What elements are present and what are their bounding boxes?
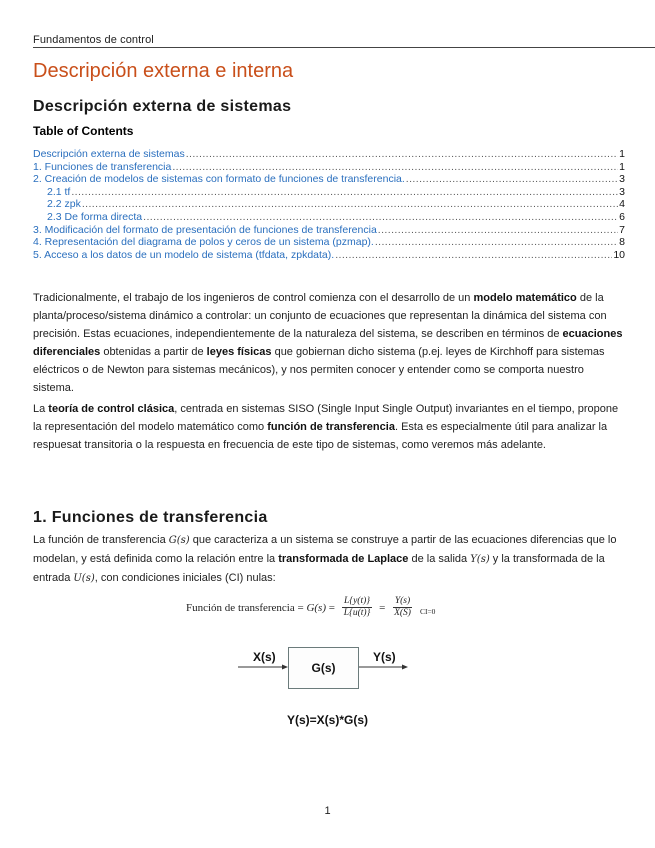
- laplace-fraction: $\frac{L\{y(t)\}}{L\{u(t)\}}$: [343, 596, 371, 618]
- toc-leader-dots: [143, 211, 618, 223]
- toc-entry[interactable]: [33, 173, 625, 185]
- toc-entry-page[interactable]: 1: [619, 160, 625, 173]
- toc-leader-dots: [172, 161, 618, 173]
- toc-leader-dots: [82, 198, 618, 210]
- initial-conditions-note: CI=0: [419, 607, 436, 616]
- toc-leader-dots: [71, 186, 618, 198]
- toc-entry[interactable]: [33, 224, 625, 236]
- toc-entry-page[interactable]: 8: [619, 236, 625, 249]
- section-heading-external: Descripción externa de sistemas: [33, 98, 292, 115]
- toc-entry-page[interactable]: 10: [613, 248, 625, 261]
- table-of-contents: [33, 148, 625, 261]
- bold-term: leyes físicas: [206, 346, 272, 358]
- toc-entry[interactable]: [33, 186, 625, 198]
- ratio-fraction: $\frac{Y(s)}{X(S)}$: [394, 596, 411, 618]
- toc-entry-label[interactable]: 3. Modificación del formato de presentación de funciones de transferencia: [33, 223, 377, 236]
- toc-entry-page[interactable]: 4: [619, 198, 625, 211]
- math-y-of-s: Y(s): [470, 554, 490, 565]
- toc-entry-label[interactable]: Descripción externa de sistemas: [33, 148, 185, 160]
- toc-entry-page[interactable]: 1: [619, 148, 625, 160]
- toc-entry-label[interactable]: 2.2 zpk: [47, 198, 81, 211]
- intro-paragraph-1: Tradicionalmente, el trabajo de los ingenieros de control comienza con el desarrollo de un modelo matemático de la planta/proceso/sistema dinámico a controlar: un conjunto de ecuaciones que representan la dinámica del sistema con precisión. Estas ecuaciones, independientemente de la naturaleza del sistema, se describen en términos de ecuaciones diferenciales obtenidas a partir de leyes físicas que gobiernan dicho sistema (p.ej. leyes de Kirchhoff para sistemas eléctricos o de Newton para sistemas mecánicos), y nos permiten conocer y entender como se comporta nuestro sistema.: [33, 292, 623, 394]
- transfer-function-block: [288, 647, 359, 689]
- toc-entry-page[interactable]: 3: [619, 173, 625, 186]
- bold-term: función de transferencia: [267, 421, 395, 433]
- bold-term: transformada de Laplace: [278, 553, 409, 565]
- block-label: G(s): [311, 661, 336, 675]
- transfer-function-formula: Función de transferencia = G(s) = $\frac{L\{y(t)\}}{L\{u(t)\}}$ = $\frac{Y(s)}{X(S)}$ CI=0: [186, 596, 436, 618]
- toc-entry-page[interactable]: 7: [619, 223, 625, 236]
- toc-entry-label[interactable]: 1. Funciones de transferencia: [33, 160, 172, 173]
- section-heading-transfer-functions: 1. Funciones de transferencia: [33, 509, 268, 526]
- transfer-function-paragraph: La función de transferencia G(s) que caracteriza a un sistema se construye a partir de las ecuaciones diferencias que lo modelan, y está definida como la relación entre la transformada de Laplace de la salida Y(s) y la transformada de la entrada U(s), con condiciones iniciales (CI) nulas:: [33, 534, 617, 584]
- math-g-of-s: G(s): [168, 535, 190, 546]
- toc-leader-dots: [378, 224, 618, 236]
- block-equation: Y(s)=X(s)*G(s): [286, 713, 369, 727]
- toc-entry[interactable]: [33, 249, 625, 261]
- output-label: Y(s): [373, 650, 396, 664]
- toc-entry-label[interactable]: 2. Creación de modelos de sistemas con formato de funciones de transferencia.: [33, 173, 405, 186]
- toc-entry[interactable]: [33, 211, 625, 223]
- toc-leader-dots: [335, 249, 612, 261]
- toc-entry-label[interactable]: 4. Representación del diagrama de polos y ceros de un sistema (pzmap).: [33, 236, 374, 249]
- bold-term: ecuaciones diferenciales: [33, 328, 623, 358]
- running-header: Fundamentos de control: [33, 34, 655, 48]
- output-arrow-head: [402, 665, 408, 670]
- bold-term: teoría de control clásica: [48, 403, 175, 415]
- toc-entry-page[interactable]: 6: [619, 210, 625, 223]
- toc-entry[interactable]: [33, 236, 625, 248]
- formula-lhs: Función de transferencia: [186, 601, 295, 614]
- toc-entry[interactable]: [33, 198, 625, 210]
- intro-paragraph-2: La teoría de control clásica, centrada en sistemas SISO (Single Input Single Output) invariantes en el tiempo, propone la representación del modelo matemático como función de transferencia. Esta es especialmente útil para analizar la respuesat transitoria o la respuesta en frecuencia de este tipo de sistemas, como veremos más adelante.: [33, 403, 619, 451]
- formula-g: G(s): [306, 601, 327, 614]
- bold-term: modelo matemático: [473, 292, 577, 304]
- toc-entry-label[interactable]: 2.3 De forma directa: [47, 210, 143, 223]
- document-title: Descripción externa e interna: [33, 60, 294, 82]
- input-label: X(s): [253, 650, 276, 664]
- toc-entry-page[interactable]: 3: [619, 185, 625, 198]
- math-u-of-s: U(s): [73, 573, 95, 584]
- toc-leader-dots: [406, 173, 618, 185]
- toc-leader-dots: [375, 236, 618, 248]
- toc-entry[interactable]: [33, 148, 625, 160]
- toc-entry[interactable]: [33, 161, 625, 173]
- toc-leader-dots: [186, 148, 618, 160]
- toc-title: Table of Contents: [33, 124, 134, 138]
- page-number: 1: [324, 805, 331, 817]
- toc-entry-label[interactable]: 5. Acceso a los datos de un modelo de sistema (tfdata, zpkdata).: [33, 248, 335, 261]
- toc-entry-label[interactable]: 2.1 tf: [47, 185, 71, 198]
